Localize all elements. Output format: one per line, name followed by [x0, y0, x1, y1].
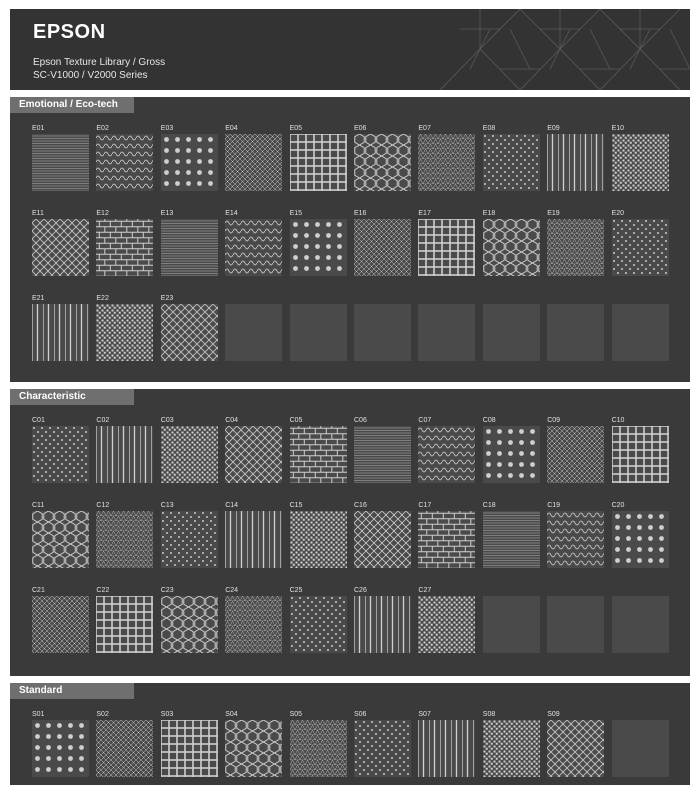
texture-swatch: [161, 426, 218, 483]
texture-swatch: [96, 426, 153, 483]
texture-swatch: [354, 596, 411, 653]
texture-swatch: [612, 219, 669, 276]
texture-code: E07: [418, 125, 431, 132]
texture-code: E06: [354, 125, 367, 132]
texture-code: E18: [482, 210, 496, 217]
texture-swatch: [612, 426, 669, 483]
texture-swatch: [483, 720, 540, 777]
texture-swatch: [290, 596, 347, 653]
texture-swatch: [96, 720, 153, 777]
texture-swatch: [161, 596, 218, 653]
texture-code: C21: [32, 587, 45, 594]
texture-code: C16: [354, 502, 367, 509]
texture-code: E01: [32, 125, 45, 132]
texture-code: C23: [160, 587, 174, 594]
texture-code: E10: [611, 125, 625, 132]
texture-swatch: [547, 511, 604, 568]
texture-swatch: [418, 134, 475, 191]
section-tab-standard: Standard: [10, 683, 134, 699]
texture-swatch: [354, 511, 411, 568]
series-subtitle: SC-V1000 / V2000 Series: [33, 70, 148, 81]
texture-swatch: [32, 596, 89, 653]
texture-code: E17: [418, 210, 431, 217]
texture-swatch: [547, 219, 604, 276]
texture-code: C15: [289, 502, 303, 509]
texture-swatch: [547, 720, 604, 777]
section-tab-emotional: Emotional / Eco-tech: [10, 97, 134, 113]
section-emotional: [10, 97, 690, 382]
texture-code: S02: [96, 711, 109, 718]
texture-code: E02: [96, 125, 109, 132]
texture-swatch: [161, 304, 218, 361]
texture-swatch: [32, 134, 89, 191]
texture-swatch: [96, 304, 153, 361]
empty-swatch: [612, 596, 669, 653]
texture-swatch: [290, 720, 347, 777]
texture-swatch: [612, 511, 669, 568]
texture-code: E03: [160, 125, 174, 132]
texture-code: E05: [289, 125, 303, 132]
texture-swatch: [418, 720, 475, 777]
empty-swatch: [547, 596, 604, 653]
texture-code: C02: [96, 417, 110, 424]
texture-swatch: [32, 720, 89, 777]
section-standard: [10, 683, 690, 785]
texture-swatch: [225, 511, 282, 568]
empty-swatch: [354, 304, 411, 361]
empty-swatch: [483, 304, 540, 361]
texture-code: E04: [225, 125, 238, 132]
texture-code: C20: [611, 502, 625, 509]
texture-code: S08: [482, 711, 496, 718]
texture-swatch: [96, 511, 153, 568]
texture-swatch: [32, 426, 89, 483]
texture-swatch: [418, 596, 475, 653]
empty-swatch: [612, 720, 669, 777]
texture-swatch: [483, 426, 540, 483]
texture-swatch: [612, 134, 669, 191]
texture-swatch: [32, 219, 89, 276]
texture-code: S03: [160, 711, 174, 718]
texture-code: C26: [354, 587, 367, 594]
empty-swatch: [612, 304, 669, 361]
texture-swatch: [483, 219, 540, 276]
texture-code: S04: [225, 711, 238, 718]
texture-code: C22: [96, 587, 110, 594]
texture-code: E13: [160, 210, 174, 217]
texture-code: E15: [289, 210, 303, 217]
texture-swatch: [225, 134, 282, 191]
texture-code: C05: [289, 417, 303, 424]
texture-code: E22: [96, 295, 109, 302]
texture-code: C04: [225, 417, 239, 424]
library-title: Epson Texture Library / Gross: [33, 57, 166, 68]
texture-code: S06: [354, 711, 367, 718]
texture-code: E12: [96, 210, 109, 217]
texture-code: C18: [482, 502, 496, 509]
texture-swatch: [225, 720, 282, 777]
texture-swatch: [225, 219, 282, 276]
texture-swatch: [290, 219, 347, 276]
texture-swatch: [161, 219, 218, 276]
texture-code: S09: [547, 711, 560, 718]
texture-code: E21: [32, 295, 45, 302]
texture-code: C09: [547, 417, 561, 424]
texture-code: C01: [32, 417, 45, 424]
empty-swatch: [290, 304, 347, 361]
texture-code: E11: [32, 210, 44, 217]
texture-swatch: [161, 134, 218, 191]
texture-swatch: [418, 511, 475, 568]
texture-code: C06: [354, 417, 367, 424]
texture-code: E16: [354, 210, 367, 217]
texture-code: S01: [32, 711, 45, 718]
texture-code: C13: [160, 502, 174, 509]
texture-swatch: [418, 219, 475, 276]
texture-swatch: [225, 426, 282, 483]
texture-code: C07: [418, 417, 432, 424]
texture-code: C14: [225, 502, 239, 509]
texture-swatch: [96, 134, 153, 191]
texture-swatch: [290, 426, 347, 483]
header-banner: [10, 9, 690, 90]
texture-swatch: [483, 134, 540, 191]
texture-code: E09: [547, 125, 560, 132]
texture-code: C25: [289, 587, 303, 594]
texture-code: S07: [418, 711, 431, 718]
empty-swatch: [483, 596, 540, 653]
texture-swatch: [547, 426, 604, 483]
texture-swatch: [483, 511, 540, 568]
texture-swatch: [96, 219, 153, 276]
empty-swatch: [547, 304, 604, 361]
empty-swatch: [225, 304, 282, 361]
texture-swatch: [290, 511, 347, 568]
texture-swatch: [32, 511, 89, 568]
section-characteristic: [10, 389, 690, 676]
texture-code: S05: [289, 711, 303, 718]
texture-code: E23: [160, 295, 174, 302]
texture-code: E08: [482, 125, 496, 132]
texture-code: C08: [482, 417, 496, 424]
texture-code: C12: [96, 502, 110, 509]
empty-swatch: [418, 304, 475, 361]
texture-code: C10: [611, 417, 625, 424]
texture-swatch: [290, 134, 347, 191]
texture-code: E19: [547, 210, 560, 217]
texture-code: C11: [32, 502, 45, 509]
texture-code: C17: [418, 502, 432, 509]
texture-code: C03: [160, 417, 174, 424]
texture-swatch: [32, 304, 89, 361]
texture-swatch: [161, 720, 218, 777]
texture-swatch: [96, 596, 153, 653]
texture-swatch: [354, 720, 411, 777]
section-tab-characteristic: Characteristic: [10, 389, 134, 405]
texture-swatch: [161, 511, 218, 568]
texture-code: C24: [225, 587, 239, 594]
texture-code: E14: [225, 210, 238, 217]
texture-code: E20: [611, 210, 625, 217]
texture-swatch: [225, 596, 282, 653]
texture-swatch: [354, 426, 411, 483]
texture-swatch: [354, 219, 411, 276]
texture-swatch: [547, 134, 604, 191]
epson-logo: EPSON: [33, 21, 106, 43]
texture-code: C27: [418, 587, 432, 594]
texture-swatch: [354, 134, 411, 191]
texture-swatch: [418, 426, 475, 483]
texture-code: C19: [547, 502, 561, 509]
